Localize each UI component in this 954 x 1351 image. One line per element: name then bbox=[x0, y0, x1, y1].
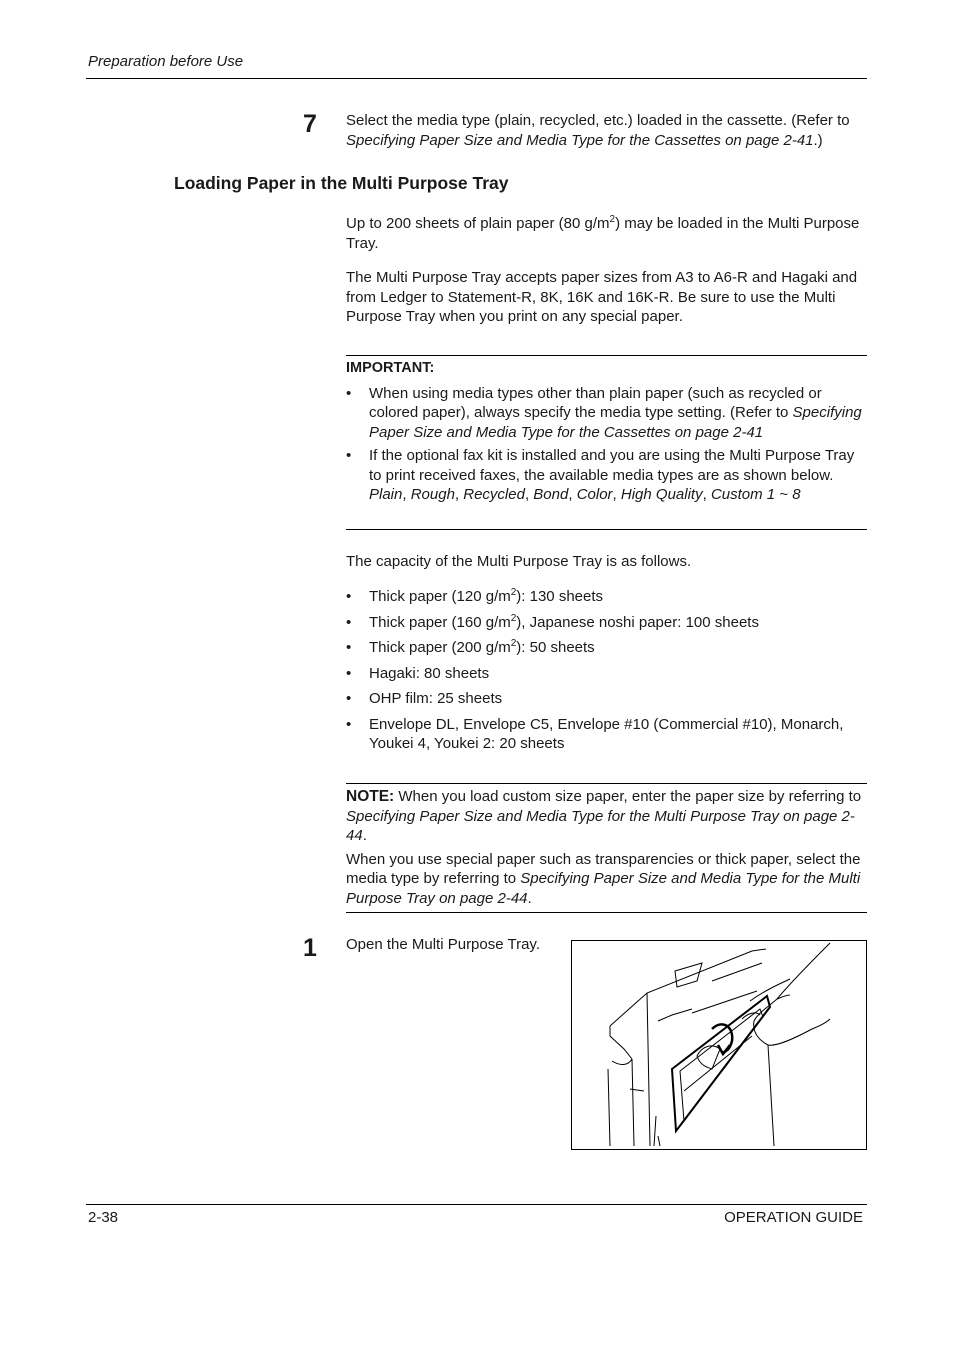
media-type-separator: , bbox=[524, 486, 534, 503]
media-type: Recycled bbox=[463, 486, 525, 503]
header-rule bbox=[86, 78, 867, 79]
intro-paragraph-2: The Multi Purpose Tray accepts paper sizes from A3 to A6-R and Hagaki and from Ledger to Statement-R, 8K, 16K and 16K-R. Be sure to use the Multi Purpose Tray when you print on any special paper. bbox=[346, 269, 858, 325]
important-bottom-rule bbox=[346, 529, 867, 530]
note-box bbox=[346, 787, 866, 908]
note-paragraph-2: When you use special paper such as transparencies or thick paper, select the media type by referring to Specifying Paper Size and Media Type for the Multi Purpose Tray on page 2-44. bbox=[346, 850, 861, 907]
running-header: Preparation before Use bbox=[88, 53, 244, 70]
bullet: • bbox=[346, 613, 352, 631]
media-type-separator: , bbox=[454, 486, 464, 503]
media-type-list bbox=[369, 486, 801, 503]
step-1-text: Open the Multi Purpose Tray. bbox=[346, 936, 540, 953]
step-7-reference: Specifying Paper Size and Media Type for the Cassettes on page 2-41 bbox=[346, 131, 814, 149]
bullet: • bbox=[346, 690, 352, 707]
capacity-section bbox=[346, 587, 866, 760]
note-bottom-rule bbox=[346, 912, 867, 913]
bullet: • bbox=[346, 588, 352, 605]
media-type: Bond bbox=[533, 486, 569, 503]
capacity-item: • Thick paper (200 $g/m^2$): 50 sheets bbox=[346, 638, 595, 656]
important-box bbox=[346, 359, 866, 509]
capacity-intro: The capacity of the Multi Purpose Tray is as follows. bbox=[346, 553, 692, 570]
capacity-item: • OHP film: 25 sheets bbox=[346, 690, 503, 707]
bullet: • bbox=[346, 715, 352, 733]
page-number: 2-38 bbox=[88, 1209, 119, 1226]
bullet: • bbox=[346, 664, 352, 682]
note-top-rule bbox=[346, 783, 867, 784]
important-item: • When using media types other than plain paper (such as recycled or colored paper), always specify the media type setting. (Refer to Specifying Paper Size and Media Type for the Cassettes on page 2-41 bbox=[346, 384, 862, 441]
media-type: High Quality bbox=[620, 486, 703, 503]
media-type: Plain bbox=[369, 486, 403, 503]
media-type: Custom 1 ~ 8 bbox=[710, 486, 801, 503]
capacity-item: • Thick paper (120 $g/m^2$): 130 sheets bbox=[346, 587, 604, 605]
step-7-text: Select the media type (plain, recycled, etc.) loaded in the cassette. (Refer to Specifying Paper Size and Media Type for the Cassettes on page 2-41.) bbox=[346, 112, 850, 149]
capacity-item: • Thick paper (160 $g/m^2$), Japanese noshi paper: 100 sheets bbox=[346, 612, 759, 631]
media-type-separator: , bbox=[702, 486, 711, 503]
printer-tray-icon bbox=[572, 941, 866, 1149]
note-paragraph-1: NOTE: When you load custom size paper, enter the paper size by referring to Specifying Paper Size and Media Type for the Multi Purpose Tray on page 2-44. bbox=[346, 788, 862, 844]
important-label: IMPORTANT: bbox=[346, 360, 435, 376]
media-type: Rough bbox=[410, 486, 455, 503]
important-list bbox=[346, 384, 866, 505]
guide-title: OPERATION GUIDE bbox=[724, 1209, 863, 1226]
media-type: Color bbox=[576, 486, 613, 503]
bullet: • bbox=[346, 639, 352, 656]
note-label: NOTE: bbox=[346, 788, 395, 805]
important-top-rule bbox=[346, 355, 867, 356]
step-number-7: 7 bbox=[303, 110, 317, 138]
capacity-item: • Hagaki: 80 sheets bbox=[346, 664, 490, 682]
important-reference: Specifying Paper Size and Media Type for the Cassettes on page 2-41 bbox=[369, 404, 862, 441]
footer-rule bbox=[86, 1204, 867, 1205]
step-number-1: 1 bbox=[303, 934, 317, 962]
media-type-separator: , bbox=[612, 486, 621, 503]
capacity-list bbox=[346, 587, 866, 754]
note-reference-2: Specifying Paper Size and Media Type for the Multi Purpose Tray on page 2-44 bbox=[346, 870, 861, 907]
note-reference-1: Specifying Paper Size and Media Type for the Multi Purpose Tray on page 2-44 bbox=[346, 807, 855, 844]
media-type-separator: , bbox=[568, 486, 577, 503]
section-heading: Loading Paper in the Multi Purpose Tray bbox=[174, 173, 509, 193]
open-multi-purpose-tray-illustration bbox=[571, 940, 867, 1150]
intro-paragraph-1: Up to 200 sheets of plain paper (80 $g/m^2$) may be loaded in the Multi Purpose Tray. bbox=[346, 214, 860, 252]
capacity-item: • Envelope DL, Envelope C5, Envelope #10 (Commercial #10), Monarch, Youkei 4, Youkei 2: 20 sheets bbox=[346, 715, 844, 752]
important-item: • If the optional fax kit is installed and you are using the Multi Purpose Tray to print received faxes, the available media types are as shown below. Plain, Rough, Recycled, Bond, Color, High Quality, Custom 1 ~ 8 bbox=[346, 447, 855, 503]
media-type-separator: , bbox=[402, 486, 411, 503]
